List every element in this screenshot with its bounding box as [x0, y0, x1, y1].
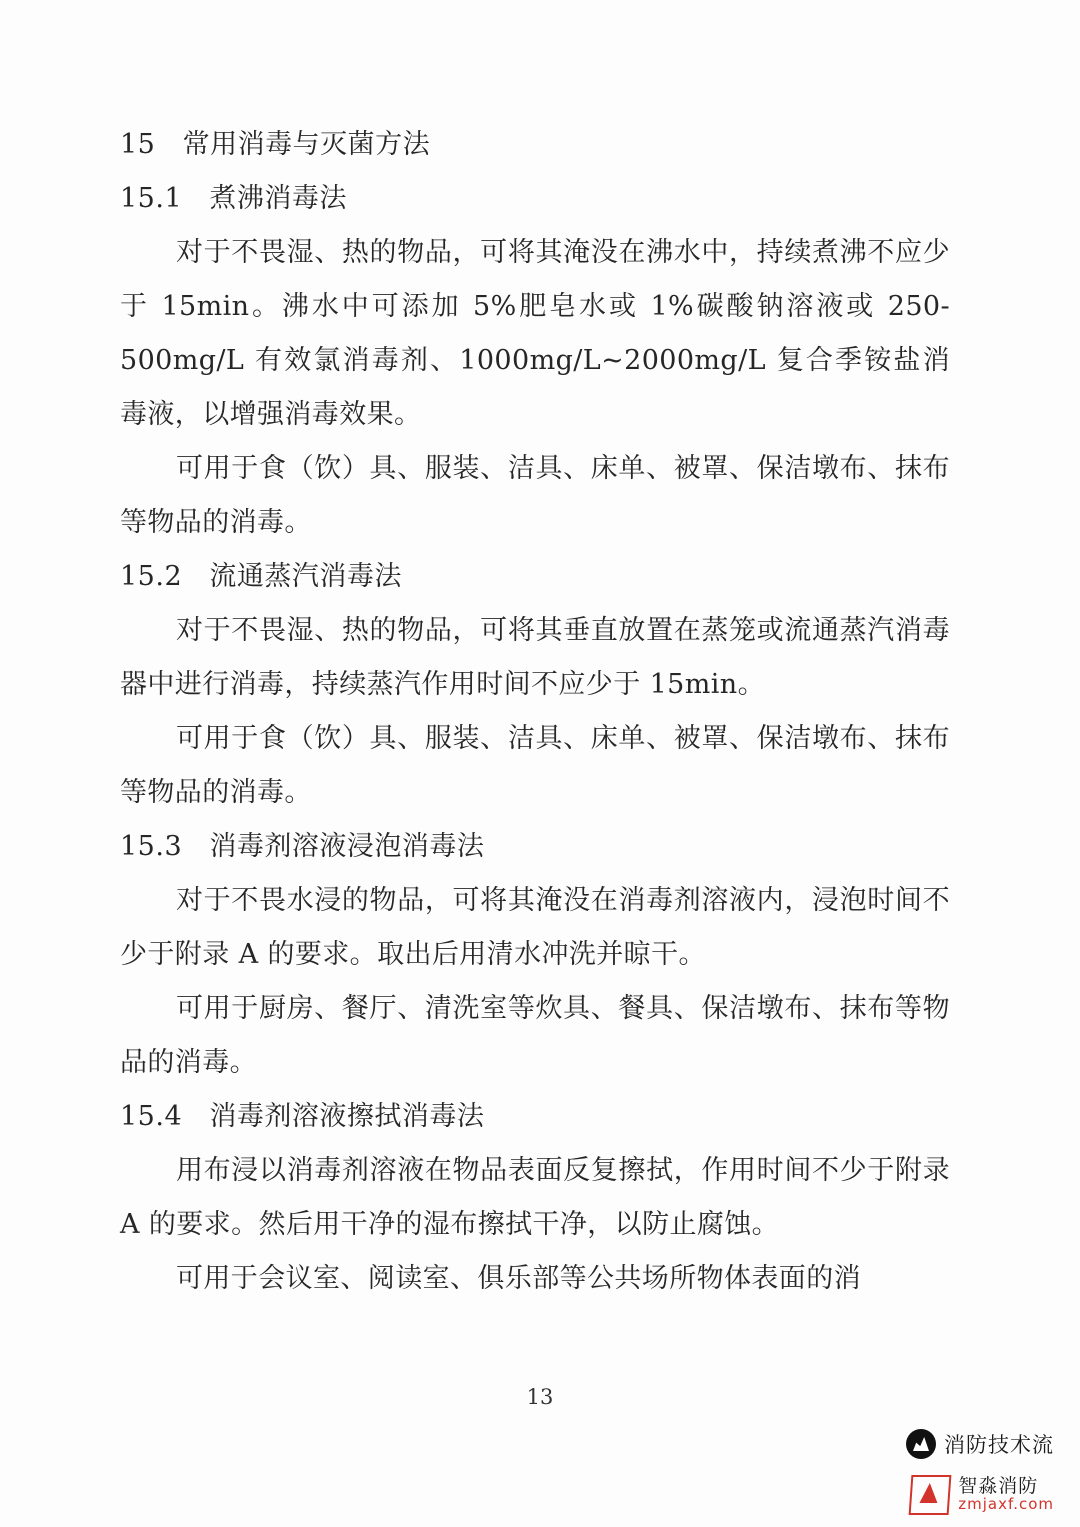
paragraph-15-1-1: 对于不畏湿、热的物品，可将其淹没在沸水中，持续煮沸不应少于 15min。沸水中可添加 5%肥皂水或 1%碳酸钠溶液或 250-500mg/L 有效氯消毒剂、1000mg/L~2000mg/L 复合季铵盐消毒液，以增强消毒效果。: [120, 237, 950, 430]
document-body: [120, 118, 950, 1306]
section-heading-15-1: 15.1 煮沸消毒法: [120, 183, 347, 214]
brand-name-cn: 智淼消防: [958, 1475, 1039, 1498]
brand-logo-icon: [909, 1475, 952, 1515]
watermark-account: [906, 1429, 1054, 1459]
watermark: [832, 1425, 1062, 1517]
paragraph-15-3-2: 可用于厨房、餐厅、清洗室等炊具、餐具、保洁墩布、抹布等物品的消毒。: [120, 993, 950, 1078]
section-heading-15-2: 15.2 流通蒸汽消毒法: [120, 561, 402, 592]
watermark-brand-names: [958, 1477, 1054, 1513]
paragraph-15-4-1: 用布浸以消毒剂溶液在物品表面反复擦拭，作用时间不少于附录 A 的要求。然后用干净的湿布擦拭干净，以防止腐蚀。: [120, 1155, 950, 1240]
paragraph-15-1-2: 可用于食（饮）具、服装、洁具、床单、被罩、保洁墩布、抹布等物品的消毒。: [120, 453, 950, 538]
paragraph-15-3-1: 对于不畏水浸的物品，可将其淹没在消毒剂溶液内，浸泡时间不少于附录 A 的要求。取出后用清水冲洗并晾干。: [120, 885, 950, 970]
paragraph-15-4-2: 可用于会议室、阅读室、俱乐部等公共场所物体表面的消: [176, 1263, 861, 1294]
section-heading-15-3: 15.3 消毒剂溶液浸泡消毒法: [120, 831, 485, 862]
page-number: 13: [526, 1385, 554, 1409]
paragraph-15-2-1: 对于不畏湿、热的物品，可将其垂直放置在蒸笼或流通蒸汽消毒器中进行消毒，持续蒸汽作用时间不应少于 15min。: [120, 615, 950, 700]
wechat-account-icon: [906, 1429, 936, 1459]
watermark-brand: [910, 1475, 1054, 1515]
watermark-account-label: 消防技术流: [944, 1433, 1054, 1457]
brand-name-en: zmjaxf.com: [958, 1495, 1054, 1514]
section-heading-15: 15 常用消毒与灭菌方法: [120, 129, 431, 160]
section-heading-15-4: 15.4 消毒剂溶液擦拭消毒法: [120, 1101, 485, 1132]
paragraph-15-2-2: 可用于食（饮）具、服装、洁具、床单、被罩、保洁墩布、抹布等物品的消毒。: [120, 723, 950, 808]
